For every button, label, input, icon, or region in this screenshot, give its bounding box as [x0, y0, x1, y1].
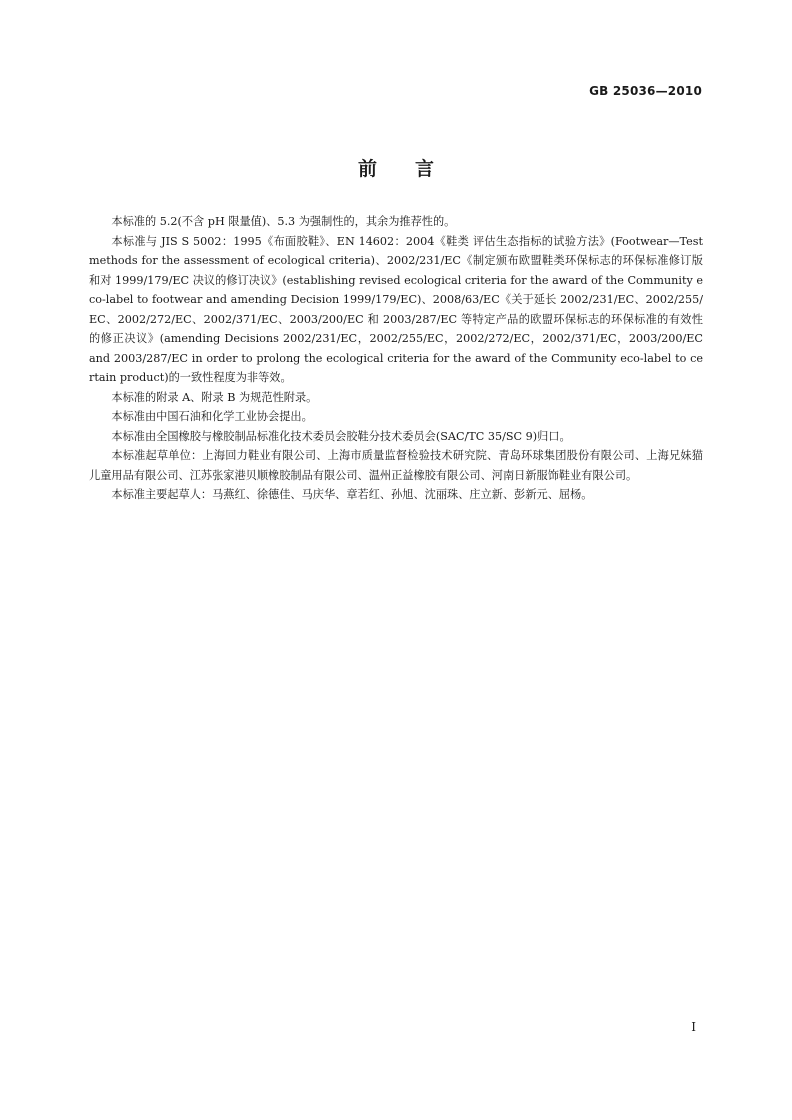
paragraph-annexes: 本标准的附录 A、附录 B 为规范性附录。 [111, 390, 318, 404]
paragraph-proposer: 本标准由中国石油和化学工业协会提出。 [111, 410, 313, 423]
paragraph-mandatory-clauses: 本标准的 5.2(不含 pH 限量值)、5.3 为强制性的，其余为推荐性的。 [111, 215, 456, 228]
foreword-body [89, 212, 703, 505]
standard-code: GB 25036—2010 [589, 84, 702, 98]
page-title: 前言 [357, 158, 472, 180]
paragraph-drafters: 本标准主要起草人：马燕红、徐德佳、马庆华、章若红、孙旭、沈丽珠、庄立新、彭新元、屈杨。 [111, 488, 593, 501]
page-number: I [691, 1020, 696, 1034]
paragraph-committee: 本标准由全国橡胶与橡胶制品标准化技术委员会胶鞋分技术委员会(SAC/TC 35/SC 9)归口。 [111, 429, 571, 443]
paragraph-equivalence: 本标准与 JIS S 5002：1995《布面胶鞋》、EN 14602：2004《鞋类 评估生态指标的试验方法》(Footwear—Test methods for the assessment of ecological criteria)、2002/231/EC《制定颁布欧盟鞋类环保标志的环保标准修订版和对 1999/179/EC 决议的修订决议》(establishing revised ecological criteria for the award of the Community eco-label to footwear and amending Decision 1999/179/EC)、2008/63/EC《关于延长 2002/231/EC、2002/255/EC、2002/272/EC、2002/371/EC、2003/200/EC 和 2003/287/EC 等特定产品的欧盟环保标志的环保标准的有效性的修正决议》(amending Decisions 2002/231/EC，2002/255/EC，2002/272/EC，2002/371/EC，2003/200/EC and 2003/287/EC in order to prolong the ecological criteria for the award of the Community eco-label to certain product)的一致性程度为非等效。 [89, 234, 703, 384]
paragraph-drafting-units: 本标准起草单位：上海回力鞋业有限公司、上海市质量监督检验技术研究院、青岛环球集团股份有限公司、上海兄妹猫儿童用品有限公司、江苏张家港贝顺橡胶制品有限公司、温州正益橡胶有限公司、河南日新服饰鞋业有限公司。 [89, 449, 703, 482]
